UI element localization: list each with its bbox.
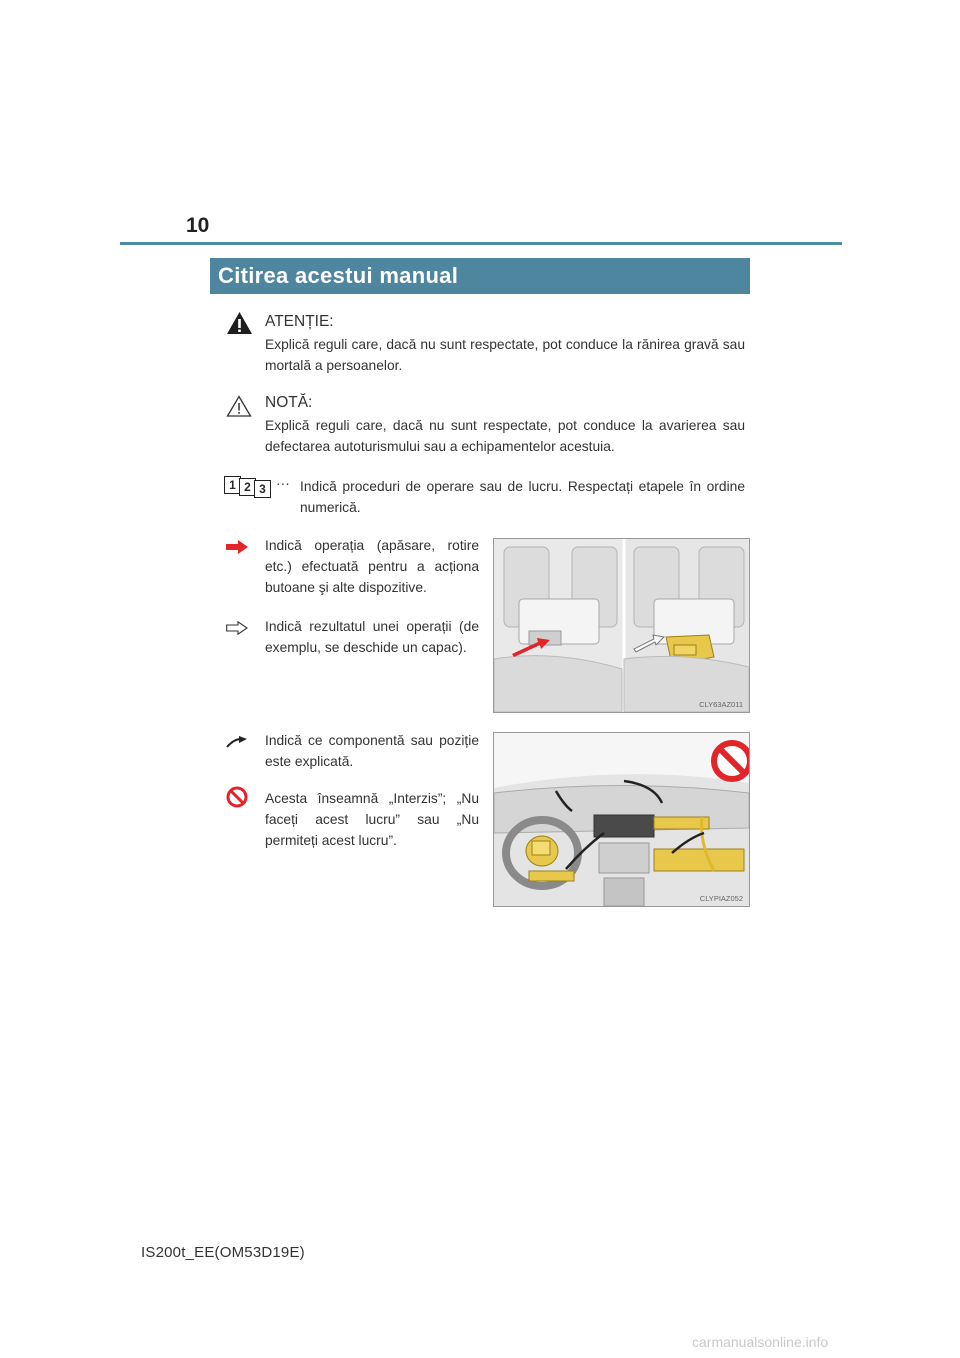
dashboard-drawing [494, 733, 749, 906]
result-text: Indică rezultatul unei operații (de exemplu, se deschide un capac). [265, 619, 479, 655]
warning-label: ATENȚIE: [265, 313, 334, 330]
prohibited-text: Acesta înseamnă „Interzis”; „Nu faceți acest lucru” sau „Nu permiteți acest lucru”. [265, 791, 479, 848]
armrest-illustration [493, 538, 750, 713]
warning-text: Explică reguli care, dacă nu sunt respectate, pot conduce la rănirea gravă sau mortală a persoanelor. [265, 337, 745, 373]
watermark: carmanualsonline.info [692, 1334, 829, 1350]
outline-result-arrow-icon [226, 621, 248, 635]
page-number: 10 [186, 214, 210, 237]
notice-label: NOTĂ: [265, 394, 313, 411]
red-action-arrow-icon [226, 540, 248, 554]
notice-text: Explică reguli care, dacă nu sunt respectate, pot conduce la avarierea sau defectarea autoturismului sau a echipamentelor acestuia. [265, 418, 745, 454]
pointer-text: Indică ce componentă sau poziție este explicată. [265, 733, 479, 769]
armrest-figure-code: CLY63AZ011 [699, 700, 743, 709]
pointer-line-icon [226, 736, 248, 748]
steps-text: Indică proceduri de operare sau de lucru. Respectați etapele în ordine numerică. [300, 479, 745, 515]
warning-triangle-icon [226, 311, 253, 335]
armrest-drawing [494, 539, 749, 712]
header-rule [120, 242, 842, 245]
section-title: Citirea acestui manual [210, 258, 750, 294]
action-text: Indică operația (apăsare, rotire etc.) efectuată pentru a acționa butoane şi alte dispozitive. [265, 538, 479, 595]
step-number-2: 2 [239, 478, 256, 496]
notice-triangle-icon [226, 395, 252, 417]
step-number-3: 3 [254, 480, 271, 498]
steps-dots: ··· [276, 476, 290, 491]
step-number-1: 1 [224, 476, 241, 494]
step-numbers-icon [224, 476, 274, 498]
dashboard-figure-code: CLYPIAZ052 [699, 894, 743, 903]
dashboard-illustration [493, 732, 750, 907]
footer-document-code: IS200t_EE(OM53D19E) [141, 1244, 305, 1261]
prohibited-icon [226, 786, 248, 808]
